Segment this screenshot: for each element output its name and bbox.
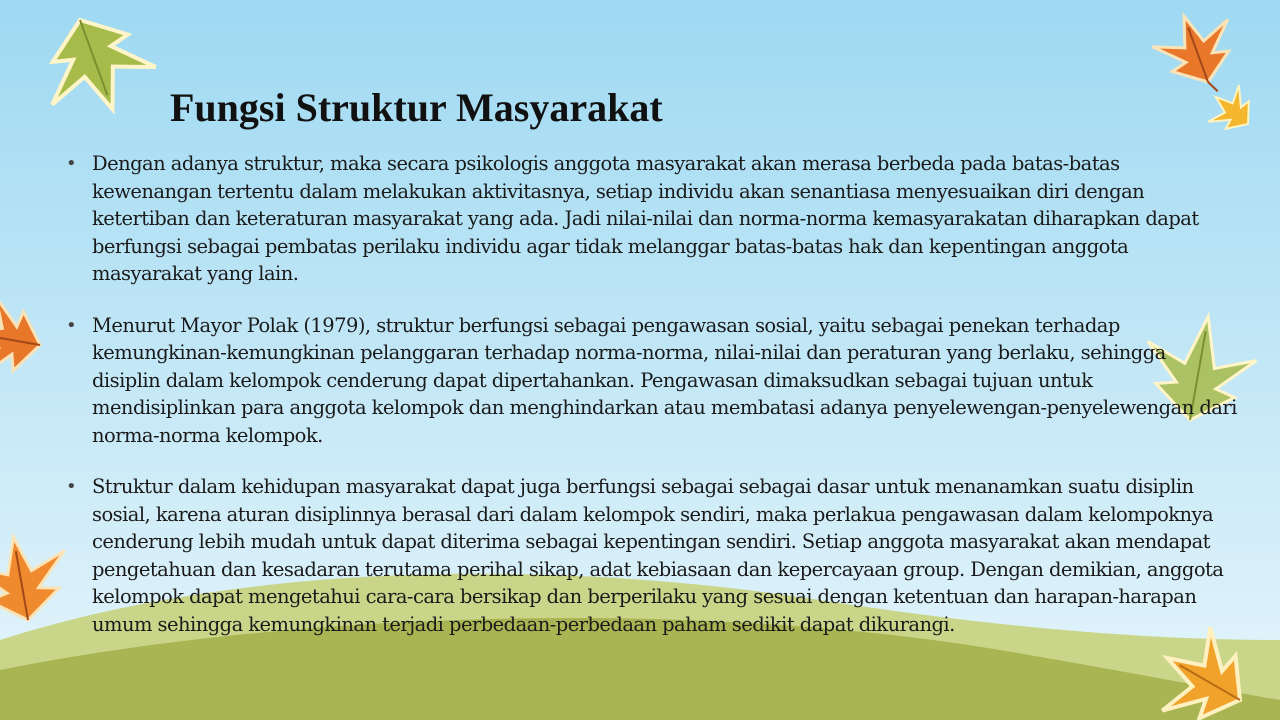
bullet-text: Struktur dalam kehidupan masyarakat dapat juga berfungsi sebagai sebagai dasar untuk menanamkan suatu disiplin sosial, karena aturan disiplinnya berasal dari dalam kelompok sendiri, maka perlakua pengawasan dalam kelompoknya cenderung lebih mudah untuk dapat diterima sebagai kepentingan sendiri. Setiap anggota masyarakat akan mendapat pengetahuan dan kesadaran terutama perihal sikap, adat kebiasaan dan kepercayaan group. Dengan demikian, anggota kelompok dapat mengetahui cara-cara bersikap dan berperilaku yang sesuai dengan ketentuan dan harapan-harapan umum sehingga kemungkinan terjadi perbedaan-perbedaan paham sedikit dapat dikurangi. [92, 475, 1224, 636]
bullet-list [62, 150, 1237, 662]
bullet-text: Dengan adanya struktur, maka secara psikologis anggota masyarakat akan merasa berbeda pada batas-batas kewenangan tertentu dalam melakukan aktivitasnya, setiap individu akan senantiasa menyesuaikan diri dengan ketertiban dan keteraturan masyarakat yang ada. Jadi nilai-nilai dan norma-norma kemasyarakatan diharapkan dapat berfungsi sebagai pembatas perilaku individu agar tidak melanggar batas-batas hak dan kepentingan anggota masyarakat yang lain. [92, 152, 1199, 285]
bullet-dot-icon: • [66, 476, 77, 497]
bullet-item [62, 473, 1237, 638]
bullet-text: Menurut Mayor Polak (1979), struktur berfungsi sebagai pengawasan sosial, yaitu sebagai penekan terhadap kemungkinan-kemungkinan pelanggaran terhadap norma-norma, nilai-nilai dan peraturan yang berlaku, sehingga disiplin dalam kelompok cenderung dapat dipertahankan. Pengawasan dimaksudkan sebagai tujuan untuk mendisiplinkan para anggota kelompok dan menghindarkan atau membatasi adanya penyelewengan-penyelewengan dari norma-norma kelompok. [92, 313, 1237, 447]
bullet-item [62, 150, 1237, 288]
slide-title: Fungsi Struktur Masyarakat [170, 85, 663, 130]
bullet-item [62, 312, 1237, 450]
bullet-dot-icon: • [66, 153, 77, 174]
bullet-dot-icon: • [66, 314, 77, 336]
